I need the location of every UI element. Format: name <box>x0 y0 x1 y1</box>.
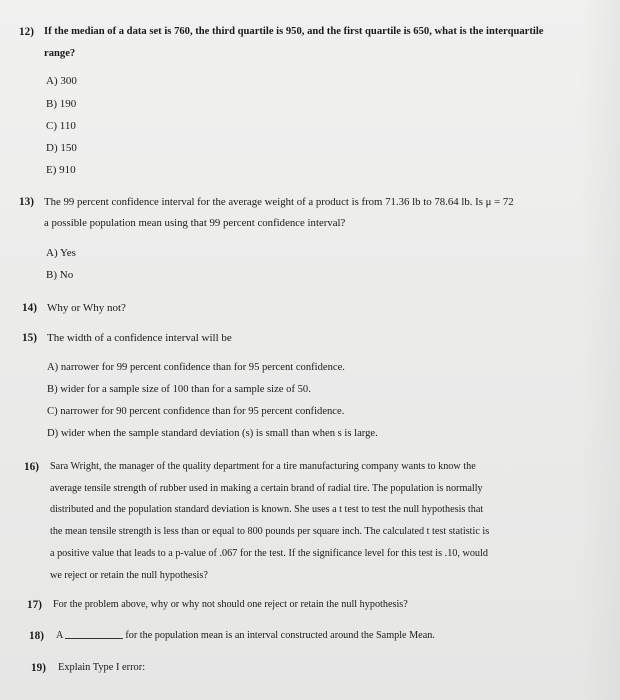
question-text: Why or Why not? <box>47 302 126 314</box>
question-number: 12) <box>19 26 34 38</box>
question-number: 14) <box>22 302 37 314</box>
option-d[interactable]: D) 150 <box>46 142 77 154</box>
question-number: 19) <box>31 662 46 674</box>
fill-blank[interactable] <box>65 638 123 639</box>
question-text: For the problem above, why or why not should one reject or retain the null hypothesis? <box>53 599 408 610</box>
question-text: average tensile strength of rubber used in making a certain brand of radial tire. The population is normally <box>50 483 483 494</box>
question-text: distributed and the population standard deviation is known. She uses a t test to test the null hypothesis that <box>50 504 484 515</box>
question-text: The width of a confidence interval will be <box>47 332 232 344</box>
question-text: The 99 percent confidence interval for the average weight of a product is from 71.36 lb to 78.64 lb. Is μ = 72 <box>44 196 514 208</box>
question-number: 15) <box>22 332 37 344</box>
question-text: range? <box>44 48 76 59</box>
question-text: If the median of a data set is 760, the third quartile is 950, and the first quartile is 650, what is the interquartile <box>44 26 544 37</box>
question-number: 18) <box>29 630 44 642</box>
question-text: a positive value that leads to a p-value of .067 for the test. If the significance level for this test is .10, would <box>50 548 488 559</box>
option-c[interactable]: C) narrower for 90 percent confidence than for 95 percent confidence. <box>47 406 345 417</box>
question-number: 17) <box>27 599 42 611</box>
option-a[interactable]: A) narrower for 99 percent confidence than for 95 percent confidence. <box>47 362 345 373</box>
option-b[interactable]: B) wider for a sample size of 100 than for a sample size of 50. <box>47 384 311 395</box>
question-text: a possible population mean using that 99 percent confidence interval? <box>44 217 346 229</box>
option-a[interactable]: A) Yes <box>46 247 76 259</box>
option-d[interactable]: D) wider when the sample standard deviation (s) is small than when s is large. <box>47 428 378 439</box>
fill-suffix: for the population mean is an interval constructed around the Sample Mean. <box>125 630 435 641</box>
question-number: 13) <box>19 196 34 208</box>
option-a[interactable]: A) 300 <box>46 75 77 87</box>
question-text: we reject or retain the null hypothesis? <box>50 570 208 581</box>
option-e[interactable]: E) 910 <box>46 164 76 176</box>
option-c[interactable]: C) 110 <box>46 120 76 132</box>
question-text: Explain Type I error: <box>58 662 146 673</box>
option-b[interactable]: B) 190 <box>46 98 77 110</box>
question-text: the mean tensile strength is less than or equal to 800 pounds per square inch. The calculated t test statistic is <box>50 526 490 537</box>
option-b[interactable]: B) No <box>46 269 74 281</box>
question-number: 16) <box>24 461 39 473</box>
question-text <box>56 626 435 646</box>
fill-prefix: A <box>56 630 64 641</box>
question-text: Sara Wright, the manager of the quality department for a tire manufacturing company wants to know the <box>50 461 476 472</box>
